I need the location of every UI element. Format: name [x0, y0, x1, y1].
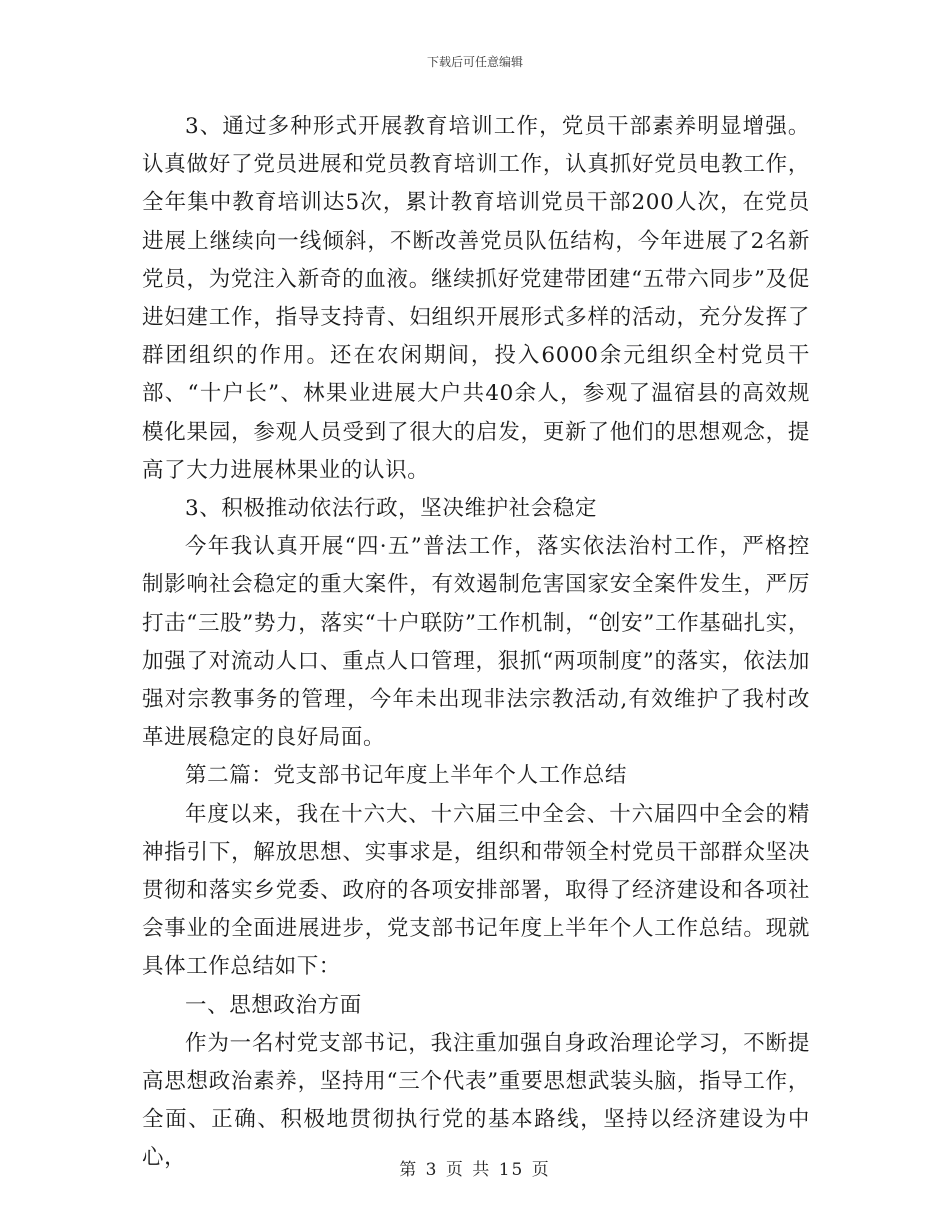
paragraph-heading-rule-of-law: 3、积极推动依法行政，坚决维护社会稳定 — [185, 496, 598, 522]
paragraph-heading-ideology: 一、思想政治方面 — [185, 992, 362, 1018]
paragraph-introduction: 年度以来，我在十六大、十六届三中全会、十六届四中全会的精神指引下，解放思想、实事求是，组织和带领全村党员干部群众坚决贯彻和落实乡党委、政府的各项安排部署，取得了经济建设和各项社会事业的全面进展进步，党支部书记年度上半年个人工作总结。现就具体工作总结如下： — [142, 801, 810, 980]
paragraph-education-training: 3、通过多种形式开展教育培训工作，党员干部素养明显增强。认真做好了党员进展和党员教育培训工作，认真抓好党员电教工作，全年集中教育培训达5次，累计教育培训党员干部200人次，在党员进展上继续向一线倾斜，不断改善党员队伍结构，今年进展了2名新党员，为党注入新奇的血液。继续抓好党建带团建“五带六同步”及促进妇建工作，指导支持青、妇组织开展形式多样的活动，充分发挥了群团组织的作用。还在农闲期间，投入6000余元组织全村党员干部、“十户长”、林果业进展大户共40余人，参观了温宿县的高效规模化果园，参观人员受到了很大的启发，更新了他们的思想观念，提高了大力进展林果业的认识。 — [142, 114, 810, 483]
document-body — [142, 108, 810, 1178]
page-number: 第 3 页 共 15 页 — [399, 1160, 551, 1180]
page-header: 下载后可任意编辑 — [426, 55, 523, 69]
paragraph-rule-of-law: 今年我认真开展“四·五”普法工作，落实依法治村工作，严格控制影响社会稳定的重大案件，有效遏制危害国家安全案件发生，严厉打击“三股”势力，落实“十户联防”工作机制，“创安”工作基础扎实，加强了对流动人口、重点人口管理，狠抓“两项制度”的落实，依法加强对宗教事务的管理，今年未出现非法宗教活动,有效维护了我村改革进展稳定的良好局面。 — [142, 534, 810, 751]
paragraph-heading-second-article: 第二篇：党支部书记年度上半年个人工作总结 — [185, 763, 628, 789]
paragraph-ideology: 作为一名村党支部书记，我注重加强自身政治理论学习，不断提高思想政治素养，坚持用“三个代表”重要思想武装头脑，指导工作，全面、正确、积极地贯彻执行党的基本路线，坚持以经济建设为中心， — [142, 1030, 810, 1171]
